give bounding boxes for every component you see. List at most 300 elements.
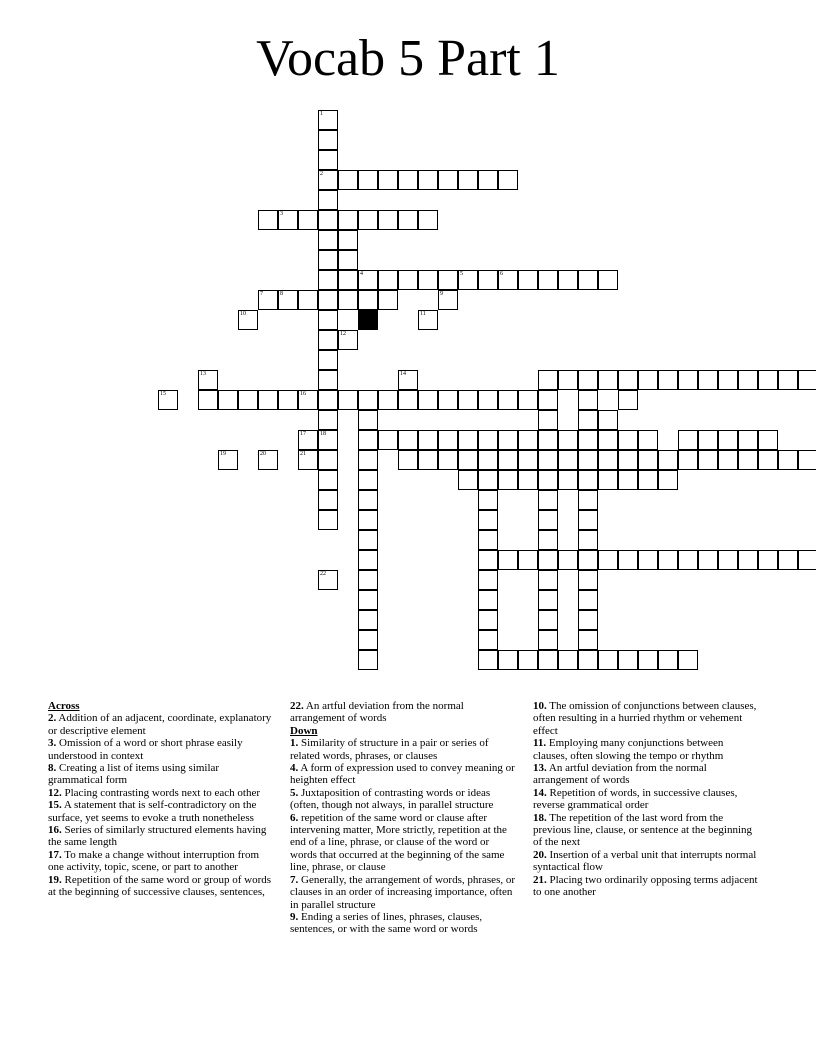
grid-cell[interactable] <box>598 650 618 670</box>
grid-cell[interactable] <box>238 390 258 410</box>
grid-cell[interactable] <box>158 390 178 410</box>
grid-cell[interactable] <box>618 650 638 670</box>
grid-cell[interactable] <box>318 350 338 370</box>
grid-cell[interactable] <box>358 510 378 530</box>
grid-cell[interactable] <box>758 550 778 570</box>
clue-item <box>290 874 515 911</box>
grid-cell[interactable] <box>698 550 718 570</box>
grid-cell[interactable] <box>278 210 298 230</box>
grid-cell[interactable] <box>258 450 278 470</box>
clue-text: Repetition of words, in successive clauses, reverse grammatical order <box>533 786 738 812</box>
clue-item <box>533 737 758 762</box>
grid-cell[interactable] <box>378 170 398 190</box>
clue-item <box>533 787 758 812</box>
black-cell <box>358 310 378 330</box>
grid-cell[interactable] <box>578 470 598 490</box>
clue-number: 20. <box>533 848 547 861</box>
grid-cell[interactable] <box>318 510 338 530</box>
grid-cell[interactable] <box>678 650 698 670</box>
grid-cell[interactable] <box>578 490 598 510</box>
grid-cell[interactable] <box>538 510 558 530</box>
grid-cell[interactable] <box>478 390 498 410</box>
clue-number-label: 20 <box>260 451 266 457</box>
clue-text: Insertion of a verbal unit that interrupts normal syntactical flow <box>533 848 757 874</box>
clue-number: 18. <box>533 811 547 824</box>
grid-cell[interactable] <box>678 370 698 390</box>
grid-cell[interactable] <box>638 650 658 670</box>
grid-cell[interactable] <box>518 450 538 470</box>
clue-number: 13. <box>533 762 547 775</box>
grid-cell[interactable] <box>378 430 398 450</box>
grid-cell[interactable] <box>678 450 698 470</box>
grid-cell[interactable] <box>478 430 498 450</box>
clue-number: 19. <box>48 873 62 886</box>
grid-cell[interactable] <box>618 470 638 490</box>
grid-cell[interactable] <box>598 270 618 290</box>
grid-cell[interactable] <box>358 590 378 610</box>
clue-number-label: 21 <box>300 451 306 457</box>
grid-cell[interactable] <box>658 550 678 570</box>
grid-cell[interactable] <box>718 370 738 390</box>
grid-cell[interactable] <box>398 210 418 230</box>
clue-item <box>533 874 758 899</box>
grid-cell[interactable] <box>638 450 658 470</box>
clue-item <box>290 911 515 936</box>
grid-cell[interactable] <box>538 490 558 510</box>
clue-item <box>290 700 515 725</box>
grid-cell[interactable] <box>298 390 318 410</box>
grid-cell[interactable] <box>538 450 558 470</box>
grid-cell[interactable] <box>318 250 338 270</box>
grid-cell[interactable] <box>478 530 498 550</box>
clue-text: Addition of an adjacent, coordinate, explanatory or descriptive element <box>48 712 272 737</box>
grid-cell[interactable] <box>478 470 498 490</box>
clue-number: 7. <box>290 873 299 886</box>
clue-number: 10. <box>533 700 547 712</box>
clue-item <box>290 787 515 812</box>
grid-cell[interactable] <box>498 450 518 470</box>
grid-cell[interactable] <box>778 450 798 470</box>
grid-cell[interactable] <box>458 470 478 490</box>
clue-number: 2. <box>48 712 57 725</box>
grid-cell[interactable] <box>418 390 438 410</box>
grid-cell[interactable] <box>618 390 638 410</box>
clue-text: Placing two ordinarily opposing terms adjacent to one another <box>533 873 758 899</box>
grid-cell[interactable] <box>578 590 598 610</box>
grid-cell[interactable] <box>658 470 678 490</box>
grid-cell[interactable] <box>618 370 638 390</box>
down-clue-list-continued <box>533 700 758 899</box>
clue-text: An artful deviation from the normal arrangement of words <box>290 700 464 725</box>
clue-number: 3. <box>48 737 57 750</box>
grid-cell[interactable] <box>618 430 638 450</box>
grid-cell[interactable] <box>318 150 338 170</box>
grid-cell[interactable] <box>658 650 678 670</box>
clue-number-label: 11 <box>420 311 426 317</box>
clue-number-label: 22 <box>320 571 326 577</box>
grid-cell[interactable] <box>318 230 338 250</box>
grid-cell[interactable] <box>438 270 458 290</box>
grid-cell[interactable] <box>478 590 498 610</box>
clue-number: 5. <box>290 786 299 799</box>
grid-cell[interactable] <box>558 270 578 290</box>
grid-cell[interactable] <box>278 290 298 310</box>
grid-cell[interactable] <box>258 290 278 310</box>
grid-cell[interactable] <box>578 450 598 470</box>
grid-cell[interactable] <box>478 630 498 650</box>
across-heading: Across <box>48 700 80 712</box>
grid-cell[interactable] <box>458 270 478 290</box>
grid-cell[interactable] <box>558 550 578 570</box>
grid-cell[interactable] <box>598 470 618 490</box>
grid-cell[interactable] <box>518 270 538 290</box>
grid-cell[interactable] <box>778 550 798 570</box>
clue-item <box>533 762 758 787</box>
grid-cell[interactable] <box>338 210 358 230</box>
grid-cell[interactable] <box>518 390 538 410</box>
grid-cell[interactable] <box>538 410 558 430</box>
grid-cell[interactable] <box>578 510 598 530</box>
grid-cell[interactable] <box>578 610 598 630</box>
grid-cell[interactable] <box>478 610 498 630</box>
clue-number-label: 10 <box>240 311 246 317</box>
grid-cell[interactable] <box>698 370 718 390</box>
grid-cell[interactable] <box>418 170 438 190</box>
grid-cell[interactable] <box>378 390 398 410</box>
grid-cell[interactable] <box>418 450 438 470</box>
grid-cell[interactable] <box>738 430 758 450</box>
grid-cell[interactable] <box>658 370 678 390</box>
grid-cell[interactable] <box>718 550 738 570</box>
grid-cell[interactable] <box>538 650 558 670</box>
grid-cell[interactable] <box>338 290 358 310</box>
grid-cell[interactable] <box>338 250 358 270</box>
clue-column-1 <box>48 700 273 899</box>
grid-cell[interactable] <box>758 430 778 450</box>
down-heading: Down <box>290 724 318 737</box>
grid-cell[interactable] <box>778 370 798 390</box>
grid-cell[interactable] <box>538 550 558 570</box>
grid-cell[interactable] <box>358 270 378 290</box>
grid-cell[interactable] <box>358 630 378 650</box>
grid-cell[interactable] <box>518 550 538 570</box>
grid-cell[interactable] <box>738 370 758 390</box>
grid-cell[interactable] <box>758 450 778 470</box>
down-clue-list <box>290 737 515 936</box>
clue-number-label: 17 <box>300 431 306 437</box>
clue-item <box>48 824 273 849</box>
grid-cell[interactable] <box>298 430 318 450</box>
clue-number: 17. <box>48 848 62 861</box>
grid-cell[interactable] <box>318 330 338 350</box>
grid-cell[interactable] <box>478 650 498 670</box>
grid-cell[interactable] <box>358 470 378 490</box>
grid-cell[interactable] <box>638 430 658 450</box>
grid-cell[interactable] <box>318 490 338 510</box>
grid-cell[interactable] <box>318 470 338 490</box>
grid-cell[interactable] <box>338 230 358 250</box>
clue-number-label: 1 <box>320 111 323 117</box>
clue-text: A statement that is self-contradictory on the surface, yet seems to evoke a truth nonetheless <box>48 799 257 824</box>
grid-cell[interactable] <box>598 430 618 450</box>
grid-cell[interactable] <box>718 450 738 470</box>
grid-cell[interactable] <box>678 550 698 570</box>
clue-text: Omission of a word or short phrase easily understood in context <box>48 737 243 762</box>
grid-cell[interactable] <box>558 470 578 490</box>
grid-cell[interactable] <box>558 430 578 450</box>
grid-cell[interactable] <box>198 370 218 390</box>
clue-column-2 <box>290 700 515 936</box>
clue-number-label: 4 <box>360 271 363 277</box>
clue-item <box>48 799 273 824</box>
clue-item <box>533 700 758 737</box>
grid-cell[interactable] <box>738 450 758 470</box>
grid-cell[interactable] <box>318 410 338 430</box>
grid-cell[interactable] <box>698 450 718 470</box>
clue-item <box>48 787 273 799</box>
clue-text: Juxtaposition of contrasting words or ideas (often, though not always, in parallel structure <box>290 786 494 812</box>
grid-cell[interactable] <box>418 430 438 450</box>
grid-cell[interactable] <box>498 390 518 410</box>
grid-cell[interactable] <box>218 390 238 410</box>
grid-cell[interactable] <box>538 610 558 630</box>
grid-cell[interactable] <box>558 650 578 670</box>
grid-cell[interactable] <box>438 170 458 190</box>
grid-cell[interactable] <box>338 330 358 350</box>
grid-cell[interactable] <box>578 570 598 590</box>
grid-cell[interactable] <box>398 370 418 390</box>
clue-text: The omission of conjunctions between clauses, often resulting in a hurried rhythm or vehement effect <box>533 700 757 737</box>
grid-cell[interactable] <box>478 510 498 530</box>
grid-cell[interactable] <box>358 450 378 470</box>
grid-cell[interactable] <box>458 450 478 470</box>
clue-number-label: 2 <box>320 171 323 177</box>
clue-number-label: 16 <box>300 391 306 397</box>
grid-cell[interactable] <box>318 290 338 310</box>
grid-cell[interactable] <box>538 590 558 610</box>
grid-cell[interactable] <box>498 470 518 490</box>
grid-cell[interactable] <box>558 450 578 470</box>
grid-cell[interactable] <box>458 430 478 450</box>
clue-number-label: 19 <box>220 451 226 457</box>
clue-text: Similarity of structure in a pair or series of related words, phrases, or clauses <box>290 737 489 762</box>
grid-cell[interactable] <box>418 310 438 330</box>
grid-cell[interactable] <box>538 430 558 450</box>
grid-cell[interactable] <box>798 550 816 570</box>
grid-cell[interactable] <box>498 170 518 190</box>
grid-cell[interactable] <box>318 370 338 390</box>
grid-cell[interactable] <box>398 390 418 410</box>
clue-item <box>48 712 273 737</box>
grid-cell[interactable] <box>498 550 518 570</box>
grid-cell[interactable] <box>318 390 338 410</box>
grid-cell[interactable] <box>338 170 358 190</box>
grid-cell[interactable] <box>578 650 598 670</box>
grid-cell[interactable] <box>258 390 278 410</box>
grid-cell[interactable] <box>478 450 498 470</box>
grid-cell[interactable] <box>618 450 638 470</box>
grid-cell[interactable] <box>398 170 418 190</box>
grid-cell[interactable] <box>338 270 358 290</box>
grid-cell[interactable] <box>438 390 458 410</box>
grid-cell[interactable] <box>318 110 338 130</box>
clue-number: 11. <box>533 737 547 750</box>
grid-cell[interactable] <box>478 570 498 590</box>
grid-cell[interactable] <box>278 390 298 410</box>
grid-cell[interactable] <box>318 570 338 590</box>
grid-cell[interactable] <box>518 470 538 490</box>
grid-cell[interactable] <box>598 450 618 470</box>
grid-cell[interactable] <box>498 270 518 290</box>
clue-number: 4. <box>290 762 299 775</box>
grid-cell[interactable] <box>398 450 418 470</box>
clue-number: 16. <box>48 824 62 837</box>
grid-cell[interactable] <box>538 270 558 290</box>
grid-cell[interactable] <box>438 450 458 470</box>
grid-cell[interactable] <box>218 450 238 470</box>
clue-number-label: 3 <box>280 211 283 217</box>
grid-cell[interactable] <box>518 650 538 670</box>
grid-cell[interactable] <box>578 270 598 290</box>
clue-number: 9. <box>290 910 299 923</box>
grid-cell[interactable] <box>438 430 458 450</box>
grid-cell[interactable] <box>418 270 438 290</box>
grid-cell[interactable] <box>318 210 338 230</box>
clue-number: 22. <box>290 700 304 712</box>
grid-cell[interactable] <box>298 290 318 310</box>
grid-cell[interactable] <box>578 410 598 430</box>
grid-cell[interactable] <box>558 370 578 390</box>
grid-cell[interactable] <box>358 550 378 570</box>
page-title: Vocab 5 Part 1 <box>256 30 560 87</box>
clue-number-label: 6 <box>500 271 503 277</box>
grid-cell[interactable] <box>578 370 598 390</box>
grid-cell[interactable] <box>358 170 378 190</box>
clue-text: Generally, the arrangement of words, phrases, or clauses in an order of increasing importance, often in parallel structure <box>290 873 516 911</box>
grid-cell[interactable] <box>378 290 398 310</box>
grid-cell[interactable] <box>598 410 618 430</box>
clue-text: The repetition of the last word from the previous line, clause, or sentence at the beginning of the next <box>533 811 753 849</box>
grid-cell[interactable] <box>398 430 418 450</box>
grid-cell[interactable] <box>338 390 358 410</box>
grid-cell[interactable] <box>738 550 758 570</box>
grid-cell[interactable] <box>538 570 558 590</box>
grid-cell[interactable] <box>318 270 338 290</box>
grid-cell[interactable] <box>798 370 816 390</box>
grid-cell[interactable] <box>318 170 338 190</box>
across-clue-list-continued <box>290 700 515 725</box>
grid-cell[interactable] <box>758 370 778 390</box>
grid-cell[interactable] <box>458 390 478 410</box>
clue-number-label: 13 <box>200 371 206 377</box>
clue-item <box>48 737 273 762</box>
clue-text: repetition of the same word or clause after intervening matter, More strictly, repetition at the end of a line, phrase, or clause of the word or words that occurred at the beginning of the same line, phrase, or clause <box>290 811 507 874</box>
grid-cell[interactable] <box>358 210 378 230</box>
grid-cell[interactable] <box>538 370 558 390</box>
grid-cell[interactable] <box>598 370 618 390</box>
clue-item <box>533 849 758 874</box>
grid-cell[interactable] <box>538 630 558 650</box>
clue-number: 6. <box>290 811 299 824</box>
grid-cell[interactable] <box>358 390 378 410</box>
grid-cell[interactable] <box>258 210 278 230</box>
grid-cell[interactable] <box>358 610 378 630</box>
grid-cell[interactable] <box>198 390 218 410</box>
clue-number: 14. <box>533 786 547 799</box>
grid-cell[interactable] <box>398 270 418 290</box>
grid-cell[interactable] <box>518 430 538 450</box>
grid-cell[interactable] <box>538 390 558 410</box>
clue-text: Employing many conjunctions between clauses, often slowing the tempo or rhythm <box>533 737 724 762</box>
grid-cell[interactable] <box>478 490 498 510</box>
clue-column-3 <box>533 700 758 899</box>
clue-text: Series of similarly structured elements having the same length <box>48 824 267 849</box>
grid-cell[interactable] <box>538 530 558 550</box>
grid-cell[interactable] <box>578 430 598 450</box>
grid-cell[interactable] <box>318 130 338 150</box>
grid-cell[interactable] <box>378 210 398 230</box>
grid-cell[interactable] <box>598 550 618 570</box>
grid-cell[interactable] <box>318 190 338 210</box>
grid-cell[interactable] <box>358 570 378 590</box>
grid-cell[interactable] <box>378 270 398 290</box>
grid-cell[interactable] <box>638 550 658 570</box>
grid-cell[interactable] <box>478 270 498 290</box>
grid-cell[interactable] <box>578 390 598 410</box>
clue-number-label: 18 <box>320 431 326 437</box>
grid-cell[interactable] <box>618 550 638 570</box>
grid-cell[interactable] <box>358 290 378 310</box>
grid-cell[interactable] <box>318 310 338 330</box>
grid-cell[interactable] <box>578 530 598 550</box>
grid-cell[interactable] <box>578 550 598 570</box>
clue-number: 12. <box>48 786 62 799</box>
grid-cell[interactable] <box>538 470 558 490</box>
grid-cell[interactable] <box>318 450 338 470</box>
grid-cell[interactable] <box>578 630 598 650</box>
grid-cell[interactable] <box>798 450 816 470</box>
grid-cell[interactable] <box>638 470 658 490</box>
grid-cell[interactable] <box>358 490 378 510</box>
clue-item <box>290 762 515 787</box>
clue-item <box>48 874 273 899</box>
grid-cell[interactable] <box>358 650 378 670</box>
clue-number-label: 12 <box>340 331 346 337</box>
grid-cell[interactable] <box>498 430 518 450</box>
grid-cell[interactable] <box>478 170 498 190</box>
grid-cell[interactable] <box>458 170 478 190</box>
grid-cell[interactable] <box>238 310 258 330</box>
clue-number-label: 14 <box>400 371 406 377</box>
grid-cell[interactable] <box>358 410 378 430</box>
grid-cell[interactable] <box>358 530 378 550</box>
clue-item <box>290 812 515 874</box>
grid-cell[interactable] <box>658 450 678 470</box>
grid-cell[interactable] <box>498 650 518 670</box>
grid-cell[interactable] <box>718 430 738 450</box>
grid-cell[interactable] <box>698 430 718 450</box>
grid-cell[interactable] <box>418 210 438 230</box>
grid-cell[interactable] <box>298 450 318 470</box>
grid-cell[interactable] <box>358 430 378 450</box>
grid-cell[interactable] <box>678 430 698 450</box>
grid-cell[interactable] <box>318 430 338 450</box>
grid-cell[interactable] <box>638 370 658 390</box>
grid-cell[interactable] <box>298 210 318 230</box>
grid-cell[interactable] <box>478 550 498 570</box>
clue-text: A form of expression used to convey meaning or heighten effect <box>290 762 515 787</box>
grid-cell[interactable] <box>438 290 458 310</box>
